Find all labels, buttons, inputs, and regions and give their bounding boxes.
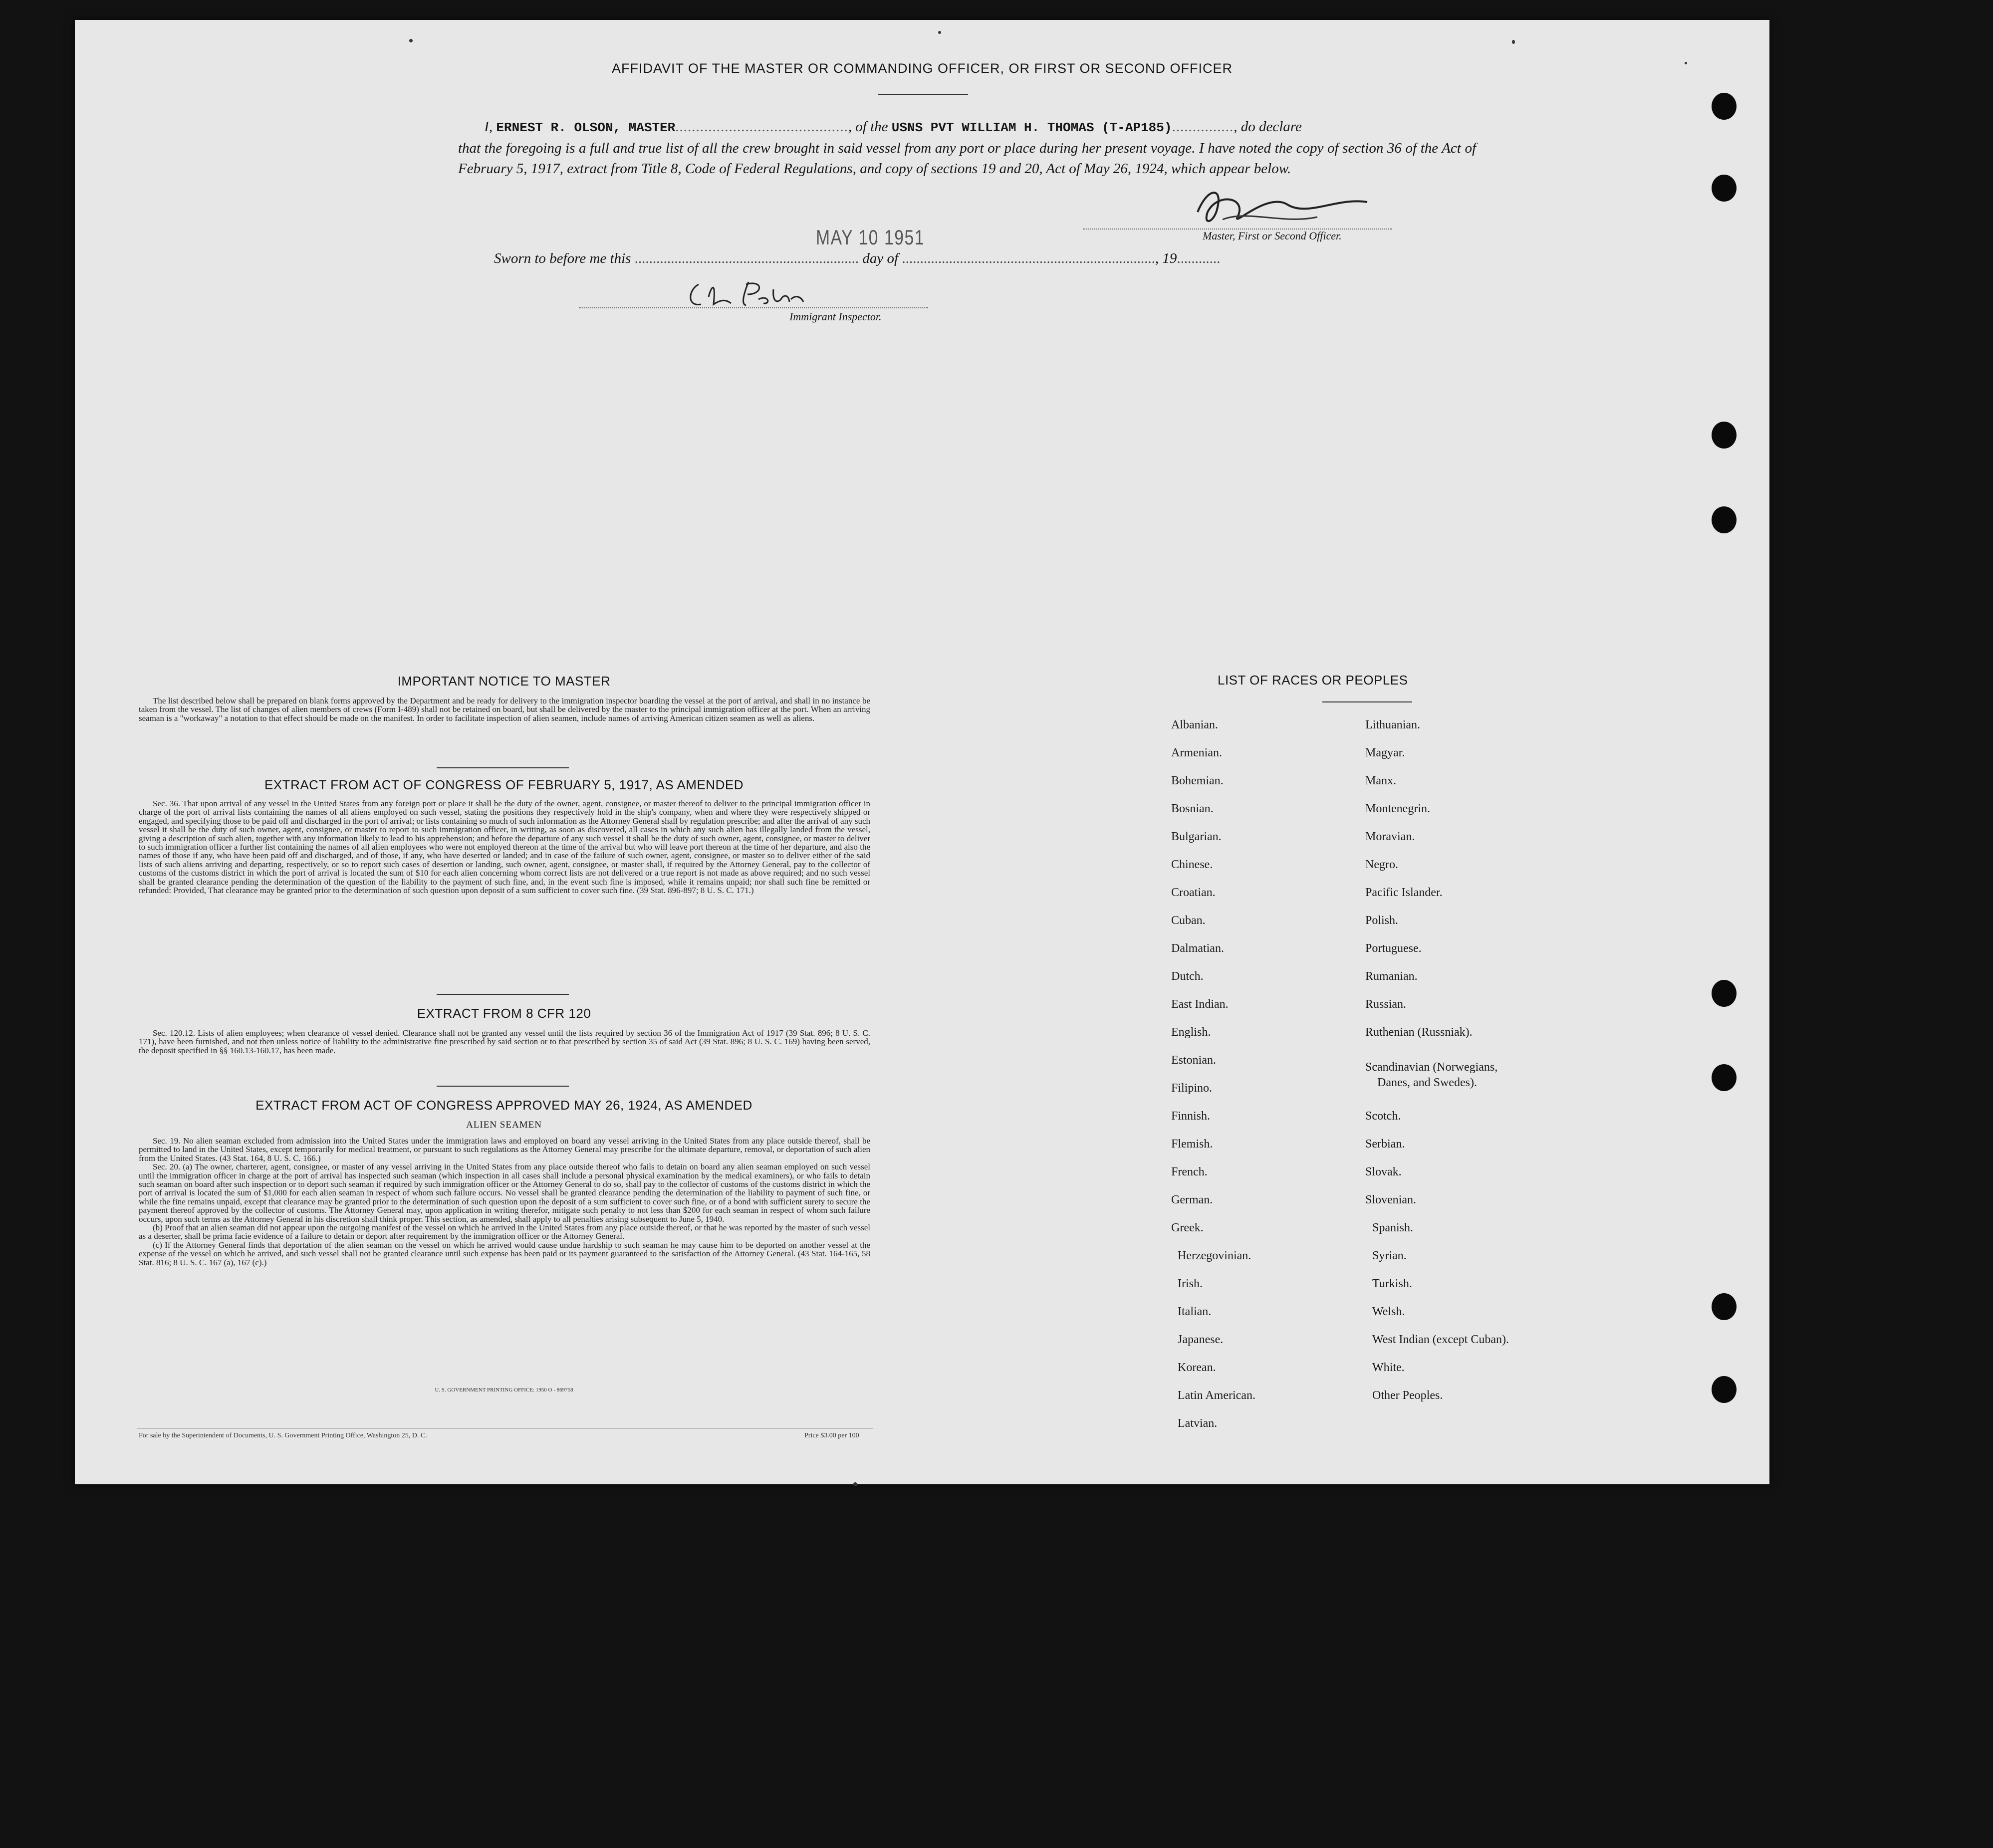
race-item: Slovak. [1365,1165,1402,1178]
race-item: Ruthenian (Russniak). [1365,1026,1473,1039]
race-item: Rumanian. [1365,970,1418,983]
race-item: Magyar. [1365,746,1405,759]
title-rule [878,94,968,95]
race-item: Bosnian. [1171,802,1214,815]
affidavit-title: AFFIDAVIT OF THE MASTER OR COMMANDING OFFICER, OR FIRST OR SECOND OFFICER [611,61,1233,76]
cfr-rule [437,1086,569,1087]
race-item: Latvian. [1178,1417,1218,1430]
race-item: Welsh. [1372,1305,1405,1318]
binder-hole [1712,422,1737,449]
section-120-12-paragraph: Sec. 120.12. Lists of alien employees; when clearance of vessel denied. Clearance shall not be granted any vessel until the lists required by section 36 of the Immigration Act of 1917 (39 Stat. 896; 8 U. S. C. 171), have been furnished, and not then unless notice of liability to the administrative fine prescribed by said section or to that prescribed by section 35 of said Act (39 Stat. 896; 8 U. S. C. 169) having been served, the deposit specified in §§ 160.13-160.17, has been made. [139,1028,870,1055]
sworn-day-of: day of [862,250,899,266]
price-notice: Price $3.00 per 100 [804,1432,859,1439]
race-item: Serbian. [1365,1138,1405,1151]
race-item: Pacific Islander. [1365,886,1443,899]
race-item: Irish. [1178,1277,1203,1290]
dust-speck [938,31,941,34]
section-20a-paragraph: Sec. 20. (a) The owner, charterer, agent, consignee, or master of any vessel arriving in the United States from any place outside thereof who fails to detain on board any alien seaman employed on such vessel until the immigration officer in charge at the port of arrival has inspected such seaman (which inspection in all cases shall include a personal physical examination by the medical examiners), or who fails to detain such seaman on board after such inspection or to deport such seaman if required by such immigration officer or the Attorney General to do so, shall pay to the collector of customs of the customs district in which the port of arrival is located the sum of $1,000 for each alien seaman in respect of whom such failure occurs. No vessel shall be granted clearance pending the determination of the liability to payment of such fine, or while the fine remains unpaid, except that clearance may be granted prior to the determination of such question upon the deposit of a sum sufficient to cover such fine, or of a bond with sufficient surety to secure the payment thereof approved by the collector of customs. The Attorney General may, upon application in writing therefor, mitigate such penalty to not less than $200 for each seaman in respect of whom such failure occurs, upon such terms as the Attorney General in his discretion shall think proper. This section, as amended, shall apply to all penalties arising subsequent to June 5, 1940. [139,1162,870,1224]
alien-seamen-subheading: ALIEN SEAMEN [466,1120,542,1130]
races-rule [1322,701,1412,702]
race-item: German. [1171,1193,1213,1206]
section-19-paragraph: Sec. 19. No alien seaman excluded from admission into the United States under the immigration laws and employed on board any vessel arriving in the United States from any place outside thereof, shall be permitted to land in the United States, except temporarily for medical treatment, or pursuant to such regulations as the Attorney General may prescribe for the ultimate departure, removal, or deportation of such alien from the United States. (43 Stat. 164, 8 U. S. C. 166.) [139,1136,870,1163]
dust-speck [1512,40,1515,44]
extract-1917-heading: EXTRACT FROM ACT OF CONGRESS OF FEBRUARY 5, 1917, AS AMENDED [264,777,744,792]
race-item: Albanian. [1171,718,1218,731]
race-item: Turkish. [1372,1277,1412,1290]
race-item: Manx. [1365,774,1396,787]
race-item: Lithuanian. [1365,718,1420,731]
binder-hole [1712,1376,1737,1403]
binder-hole [1712,980,1737,1007]
race-item: Filipino. [1171,1082,1213,1095]
race-item: Estonian. [1171,1054,1216,1067]
race-item: Herzegovinian. [1178,1249,1251,1262]
dust-speck [853,1482,857,1486]
race-item: Chinese. [1171,858,1213,871]
race-item: Slovenian. [1365,1193,1416,1206]
race-item: English. [1171,1026,1211,1039]
inspector-caption: Immigrant Inspector. [789,310,882,323]
extract-1924-heading: EXTRACT FROM ACT OF CONGRESS APPROVED MAY 26, 1924, AS AMENDED [255,1098,752,1113]
race-item: West Indian (except Cuban). [1372,1333,1509,1346]
dust-speck [409,39,413,42]
binder-hole [1712,1293,1737,1320]
notice-rule [437,767,569,768]
race-item: Portuguese. [1365,942,1422,955]
race-item: Montenegrin. [1365,802,1430,815]
dust-speck [1685,62,1687,64]
declaration-i: I, [484,119,493,135]
race-item-line: Danes, and Swedes). [1377,1076,1477,1089]
race-item: Italian. [1178,1305,1212,1318]
binder-hole [1712,1064,1737,1091]
race-item: East Indian. [1171,998,1229,1011]
extract-1924-text [139,1137,870,1267]
race-item: Korean. [1178,1361,1216,1374]
notice-text [139,696,870,722]
race-item: Armenian. [1171,746,1222,759]
binder-hole [1712,506,1737,533]
race-item: Other Peoples. [1372,1389,1443,1402]
race-item: Bohemian. [1171,774,1224,787]
race-item: White. [1372,1361,1405,1374]
inspector-signature [684,274,813,314]
race-item: Spanish. [1372,1221,1414,1234]
extract-1917-text [139,799,870,895]
master-name-fill: ERNEST R. OLSON, MASTER [496,120,676,135]
race-item: Moravian. [1365,830,1415,843]
binder-hole [1712,93,1737,120]
master-caption: Master, First or Second Officer. [1203,230,1342,242]
race-item: French. [1171,1165,1208,1178]
race-item: Polish. [1365,914,1399,927]
cfr-heading: EXTRACT FROM 8 CFR 120 [417,1006,591,1021]
binder-hole [1712,175,1737,202]
race-item-line: Scandinavian (Norwegians, [1365,1061,1498,1074]
inspector-signature-line [579,307,928,308]
race-item: Flemish. [1171,1138,1213,1151]
race-item: Cuban. [1171,914,1206,927]
race-item: Bulgarian. [1171,830,1222,843]
section-20b-paragraph: (b) Proof that an alien seaman did not appear upon the outgoing manifest of the vessel on which he arrived in the United States from any place outside thereof, or that he was reported by the master of such vessel as a deserter, shall be prima facie evidence of a failure to detain or deport after requirement by the immigration officer or the Attorney General. [139,1223,870,1241]
race-item: Negro. [1365,858,1398,871]
sworn-text: Sworn to before me this [494,250,631,266]
race-item: Syrian. [1372,1249,1407,1262]
declaration-of-the: , of the [848,119,888,135]
gpo-imprint: U. S. GOVERNMENT PRINTING OFFICE: 1950 O - 869758 [435,1387,573,1393]
race-item: Greek. [1171,1221,1204,1234]
sale-notice: For sale by the Superintendent of Documents, U. S. Government Printing Office, Washington 25, D. C. [139,1432,427,1439]
sworn-line: Sworn to before me this .............................................................. day of ......................................................................, 19............ [494,250,1221,266]
race-item: Scotch. [1365,1110,1401,1123]
races-title: LIST OF RACES OR PEOPLES [1218,673,1408,688]
race-item: Japanese. [1178,1333,1224,1346]
race-item: Croatian. [1171,886,1216,899]
race-item-scandinavian [1365,1060,1497,1091]
section-20c-paragraph: (c) If the Attorney General finds that deportation of the alien seaman on the vessel on which he arrived would cause undue hardship to such seaman he may cause him to be deported on another vessel at the expense of the vessel on which he arrived, and such vessel shall not be granted clearance until such expense has been paid or its payment guaranteed to the satisfaction of the Attorney General. (43 Stat. 164-165, 58 Stat. 816; 8 U. S. C. 167 (a), 167 (c).) [139,1240,870,1267]
race-item: Finnish. [1171,1110,1211,1123]
race-item: Dalmatian. [1171,942,1224,955]
section-36-paragraph: Sec. 36. That upon arrival of any vessel in the United States from any foreign port or place it shall be the duty of the owner, agent, consignee, or master thereof to deliver to the principal immigration officer in charge of the port of arrival lists containing the names of all aliens employed on such vessel, stating the positions they respectively hold in the ship's company, when and where they were respectively shipped or engaged, and specifying those to be paid off and discharged in the port of arrival; or lists containing so much of such information as the Attorney General shall by regulation prescribe; and after the arrival of any such vessel it shall be the duty of such owner, agent, consignee, or master to report to such immigration officer, in writing, as soon as discovered, all cases in which any such alien has illegally landed from the vessel, giving a description of such alien, together with any information likely to lead to his apprehension; and before the departure of any such vessel it shall be the duty of such owner, agent, consignee, or master to deliver to such immigration officer a further list containing the names of all alien employees who were not employed thereon at the time of the arrival but who will leave port thereon at the time of her departure, and also the names of those if any, who have been paid off and discharged, and of those, if any, who have deserted or landed; and in case of the failure of such owner, agent, consignee, or master so to deliver either of the said lists of such aliens arriving and departing, respectively, or so to report such cases of desertion or landing, such owner, agent, consignee, or master shall, if required by the Attorney General, pay to the collector of customs of the customs district in which the port of arrival is located the sum of $10 for each alien concerning whom correct lists are not delivered or a true report is not made as above required; and no such vessel shall be granted clearance pending the determination of the question of the liability to the payment of such fine, and, in the event such fine is imposed, while it remains unpaid; nor shall such fine be remitted or refunded: Provided, That clearance may be granted prior to the determination of such question upon deposit of a sum sufficient to cover such fine. (39 Stat. 896-897; 8 U. S. C. 171.) [139,799,870,896]
vessel-name-fill: USNS PVT WILLIAM H. THOMAS (T-AP185) [891,120,1172,135]
notice-paragraph: The list described below shall be prepared on blank forms approved by the Department and be ready for delivery to the immigration inspector boarding the vessel at the port of arrival, and shall in no instance be taken from the vessel. The list of changes of alien members of crews (Form I-489) shall not be retained on board, but shall be delivered by the master to the principal immigration officer at the port. When an arriving seaman is a "workaway" a notation to that effect should be made on the manifest. In order to facilitate inspection of alien seamen, include names of arriving American citizen seamen as well as aliens. [139,696,870,723]
declaration-do-declare: , do declare [1234,119,1302,135]
form-page [75,20,1769,1484]
race-item: Russian. [1365,998,1407,1011]
declaration-body: that the foregoing is a full and true list of all the crew brought in said vessel from any port or place during her present voyage. I have noted the copy of section 36 of the Act of February 5, 1917, extract from Title 8, Code of Federal Regulations, and copy of sections 19 and 20, Act of May 26, 1924, which appear below. [458,140,1476,177]
date-stamp: MAY 10 1951 [816,226,925,249]
cfr-text [139,1029,870,1055]
race-item: Latin American. [1178,1389,1255,1402]
sworn-year: , 19 [1155,250,1177,266]
affidavit-declaration: I, ERNEST R. OLSON, MASTER.........................................., of the USNS PVT WILLIAM H. THOMAS (T-AP185)..............., do declare that the foregoing is a full and true list of all the crew brought in said vessel from any port or place during her present voyage. I have noted the copy of section 36 of the Act of February 5, 1917, extract from Title 8, Code of Federal Regulations, and copy of sections 19 and 20, Act of May 26, 1924, which appear below. [458,117,1476,179]
race-item: Dutch. [1171,970,1204,983]
notice-heading: IMPORTANT NOTICE TO MASTER [397,674,611,689]
extract-1917-rule [437,994,569,995]
